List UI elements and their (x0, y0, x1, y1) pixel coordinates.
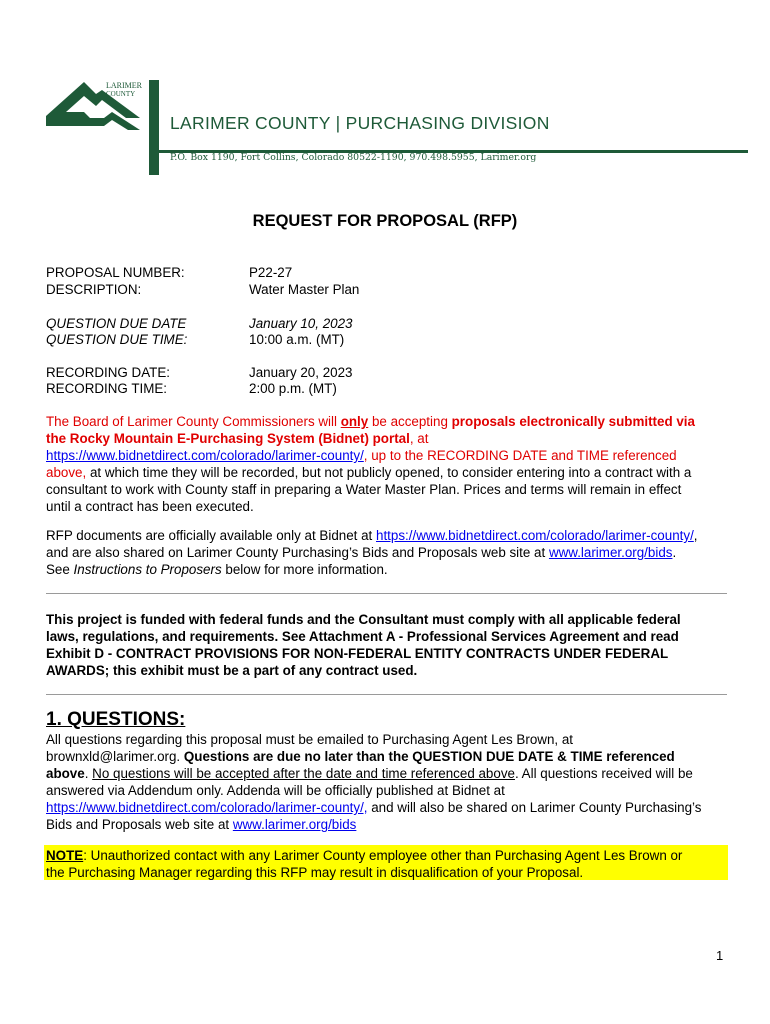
note-text: : Unauthorized contact with any Larimer County employee other than Purchasing Agent Les Brown or (83, 848, 683, 863)
note-label: NOTE (46, 848, 84, 863)
page-number: 1 (716, 948, 724, 963)
proposal-number-value: P22-27 (249, 265, 293, 280)
questions-email: brownxld@larimer.org. (46, 749, 184, 764)
federal-text: AWARDS; this exhibit must be a part of any contract used. (46, 663, 418, 678)
federal-text: laws, regulations, and requirements. See Attachment A - Professional Services Agreement and read (46, 629, 679, 644)
questions-text: . (84, 766, 93, 781)
questions-text: answered via Addendum only. Addenda will be officially published at Bidnet at (46, 783, 505, 798)
proposal-number-label: PROPOSAL NUMBER: (46, 265, 185, 280)
larimer-county-logo (44, 78, 154, 134)
documents-text: RFP documents are officially available only at Bidnet at (46, 528, 376, 543)
larimer-bids-link[interactable]: www.larimer.org/bids (232, 817, 357, 832)
intro-text: be accepting (368, 414, 452, 429)
note-text: the Purchasing Manager regarding this RFP may result in disqualification of your Proposal. (46, 865, 584, 880)
documents-text: See (46, 562, 74, 577)
logo-text-bottom: COUNTY (106, 90, 136, 98)
questions-text: . All questions received will be (514, 766, 693, 781)
documents-paragraph (46, 527, 732, 578)
section-divider (46, 593, 727, 594)
questions-text: Bids and Proposals web site at (46, 817, 233, 832)
larimer-bids-link[interactable]: www.larimer.org/bids (548, 545, 673, 560)
header-accent-bar (149, 80, 159, 175)
bidnet-link[interactable]: https://www.bidnetdirect.com/colorado/larimer-county/ (46, 448, 364, 463)
recording-time-value: 2:00 p.m. (MT) (249, 381, 337, 396)
intro-emphasis: proposals electronically submitted via (451, 414, 695, 429)
intro-text: The Board of Larimer County Commissioners will (46, 414, 341, 429)
recording-time-label: RECORDING TIME: (46, 381, 168, 396)
bidnet-link[interactable]: https://www.bidnetdirect.com/colorado/larimer-county/, (46, 800, 368, 815)
documents-text: . (672, 545, 677, 560)
question-due-time-label: QUESTION DUE TIME: (46, 332, 188, 347)
question-due-date-value: January 10, 2023 (249, 316, 353, 331)
intro-emphasis-only: only (340, 414, 369, 429)
questions-emphasis: Questions are due no later than the QUESTION DUE DATE & TIME referenced (183, 749, 675, 764)
questions-text: and will also be shared on Larimer County Purchasing’s (367, 800, 702, 815)
logo-text-top: LARIMER (106, 81, 142, 90)
intro-text: , up to the RECORDING DATE and TIME referenced (363, 448, 677, 463)
intro-paragraph (46, 413, 732, 515)
division-title: LARIMER COUNTY | PURCHASING DIVISION (170, 113, 550, 133)
intro-emphasis: the Rocky Mountain E-Purchasing System (Bidnet) portal (46, 431, 410, 446)
intro-text: , at (409, 431, 429, 446)
recording-date-value: January 20, 2023 (249, 365, 353, 380)
question-due-time-value: 10:00 a.m. (MT) (249, 332, 345, 347)
question-due-date-label: QUESTION DUE DATE (46, 316, 187, 331)
intro-text: until a contract has been executed. (46, 499, 254, 514)
intro-text: at which time they will be recorded, but not publicly opened, to consider entering into a contract with a (86, 465, 692, 480)
intro-text: consultant to work with County staff in preparing a Water Master Plan. Prices and terms will remain in effect (46, 482, 682, 497)
instructions-reference: Instructions to Proposers (73, 562, 222, 577)
section-divider (46, 694, 727, 695)
questions-heading: 1. QUESTIONS: (46, 709, 186, 730)
federal-text: This project is funded with federal funds and the Consultant must comply with all applicable federal (46, 612, 681, 627)
intro-text: above, (46, 465, 87, 480)
address-line: P.O. Box 1190, Fort Collins, Colorado 80522-1190, 970.498.5955, Larimer.org (170, 152, 537, 163)
page-title: REQUEST FOR PROPOSAL (RFP) (252, 212, 518, 230)
documents-text: and are also shared on Larimer County Purchasing’s Bids and Proposals web site at (46, 545, 549, 560)
note-paragraph (46, 847, 732, 881)
questions-text: All questions regarding this proposal must be emailed to Purchasing Agent Les Brown, at (46, 732, 574, 747)
description-label: DESCRIPTION: (46, 282, 142, 297)
documents-text: , (693, 528, 698, 543)
questions-paragraph (46, 731, 732, 833)
questions-underlined: No questions will be accepted after the date and time referenced above (92, 766, 515, 781)
federal-text: Exhibit D - CONTRACT PROVISIONS FOR NON-FEDERAL ENTITY CONTRACTS UNDER FEDERAL (46, 646, 669, 661)
recording-date-label: RECORDING DATE: (46, 365, 170, 380)
questions-emphasis: above (46, 766, 85, 781)
bidnet-link[interactable]: https://www.bidnetdirect.com/colorado/larimer-county/ (376, 528, 694, 543)
documents-text: below for more information. (221, 562, 388, 577)
description-value: Water Master Plan (249, 282, 360, 297)
federal-funds-paragraph (46, 611, 732, 679)
